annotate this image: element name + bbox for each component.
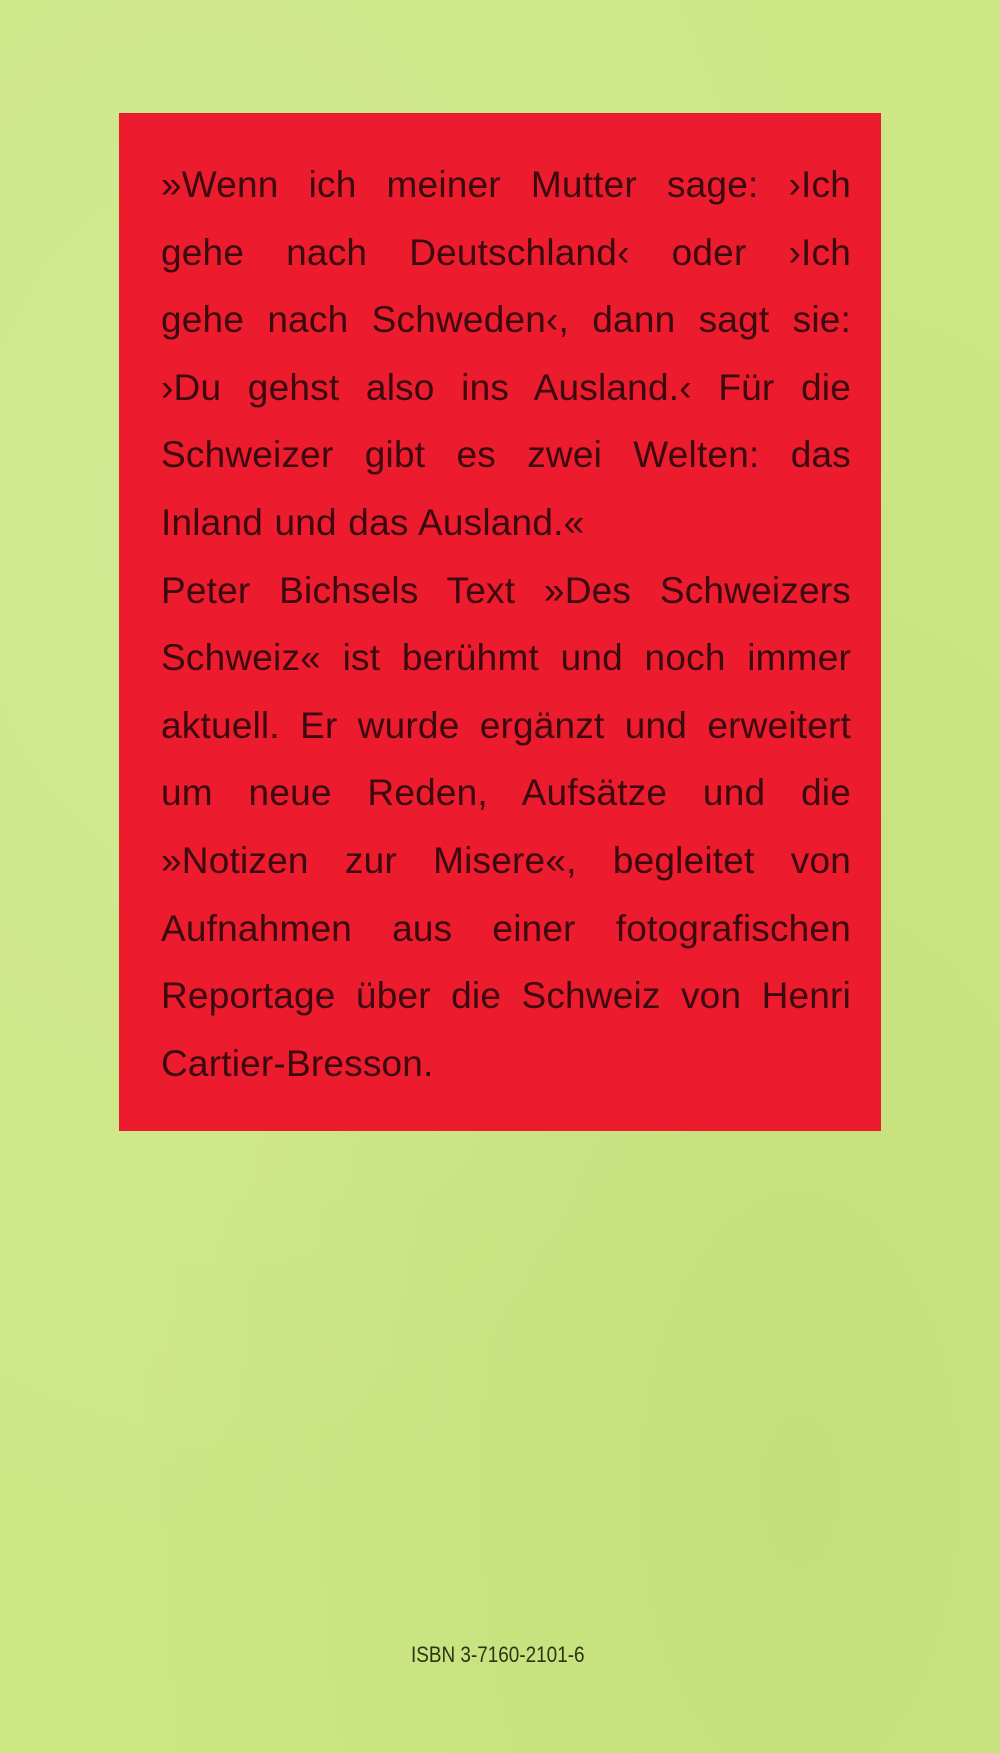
blurb-panel <box>119 113 881 1131</box>
blurb-line: ›Du gehst also ins Ausland.‹ Für die <box>161 366 851 408</box>
blurb-line: Cartier-Bresson. <box>161 1042 434 1084</box>
blurb-line: Aufnahmen aus einer fotografischen <box>161 907 851 949</box>
blurb-line: gehe nach Deutschland‹ oder ›Ich <box>161 231 851 273</box>
blurb-line: »Wenn ich meiner Mutter sage: ›Ich <box>161 164 851 205</box>
blurb-line: gehe nach Schweden‹, dann sagt sie: <box>161 299 851 341</box>
isbn-number: ISBN 3-7160-2101-6 <box>411 1642 585 1667</box>
blurb-line: »Notizen zur Misere«, begleitet von <box>161 839 851 881</box>
blurb-line: aktuell. Er wurde ergänzt und erweitert <box>161 704 851 746</box>
blurb-line: Schweizer gibt es zwei Welten: das <box>161 434 851 476</box>
blurb-text <box>161 151 851 1097</box>
blurb-line: Peter Bichsels Text »Des Schweizers <box>161 569 851 611</box>
blurb-line: Schweiz« ist berühmt und noch immer <box>161 637 851 679</box>
blurb-line: Reportage über die Schweiz von Henri <box>161 975 851 1017</box>
blurb-line: um neue Reden, Aufsätze und die <box>161 772 851 814</box>
blurb-line: Inland und das Ausland.« <box>161 501 585 543</box>
